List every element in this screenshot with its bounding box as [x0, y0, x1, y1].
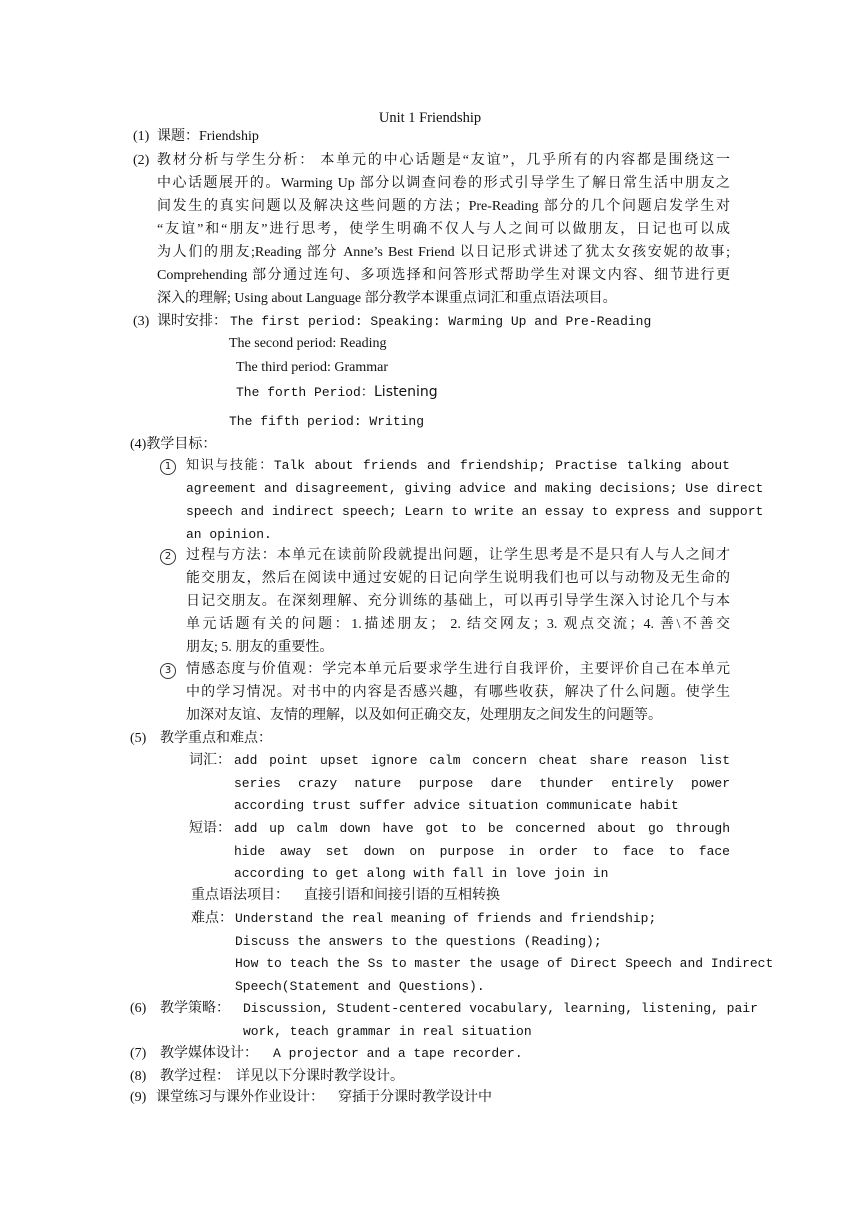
item-2-marker: 2 [160, 549, 176, 565]
section-3-number: (3) [133, 314, 150, 329]
section-2-line: Comprehending 部分通过连句、多项选择和问答形式帮助学生对课文内容、细节进行更 [157, 268, 730, 283]
section-7-number: (7) [130, 1046, 147, 1061]
section-9-number: (9) [130, 1090, 147, 1105]
vocab-line: according trust suffer advice situation communicate habit [234, 798, 679, 813]
vocab-line: series crazy nature purpose dare thunder entirely power [234, 776, 730, 791]
section-2-line: 深入的理解; Using about Language 部分教学本课重点词汇和重点语法项目。 [157, 291, 617, 306]
phrase-label: 短语： [189, 821, 231, 836]
section-8-text: 详见以下分课时教学设计。 [236, 1069, 404, 1084]
section-9-label: 课堂练习与课外作业设计： [156, 1090, 324, 1105]
item-3-line: 情感态度与价值观：学完本单元后要求学生进行自我评价，主要评价自己在本单元 [186, 662, 730, 677]
item-3-line: 加深对友谊、友情的理解，以及如何正确交友，处理朋友之间发生的问题等。 [186, 708, 662, 723]
item-1-line: an opinion. [186, 527, 272, 542]
item-1-line: speech and indirect speech; Learn to write an essay to express and support [186, 504, 764, 519]
document-title: Unit 1 Friendship [378, 110, 482, 126]
item-1-line: agreement and disagreement, giving advice and making decisions; Use direct [186, 481, 764, 496]
section-5-number: (5) [130, 731, 147, 746]
section-6-number: (6) [130, 1001, 147, 1016]
section-1-number: (1) [133, 129, 150, 144]
item-1-marker: 1 [160, 459, 176, 475]
section-6-label: 教学策略： [160, 1001, 230, 1016]
period-2: The second period: Reading [229, 336, 387, 351]
item-3-line: 中的学习情况。对书中的内容是否感兴趣，有哪些收获，解决了什么问题。使学生 [186, 685, 730, 700]
section-7-label: 教学媒体设计： [160, 1046, 258, 1061]
item-2-line: 日记交朋友。在深刻理解、充分训练的基础上，可以再引导学生深入讨论几个与本 [186, 594, 730, 609]
difficulty-line: Speech(Statement and Questions). [235, 979, 485, 994]
grammar-label: 重点语法项目： [191, 888, 289, 903]
section-3-label: 课时安排： [157, 314, 227, 329]
section-9-text: 穿插于分课时教学设计中 [338, 1090, 492, 1105]
difficulty-line: Understand the real meaning of friends and friendship; [235, 911, 657, 926]
section-7-text: A projector and a tape recorder. [273, 1046, 523, 1061]
period-4-label: The forth Period： [236, 385, 374, 400]
section-5-label: 教学重点和难点： [160, 731, 272, 746]
section-4-heading: (4)教学目标： [130, 437, 217, 452]
grammar-text: 直接引语和间接引语的互相转换 [304, 888, 500, 903]
period-1: The first period: Speaking: Warming Up and Pre-Reading [230, 314, 652, 329]
section-2-line: 教材分析与学生分析： 本单元的中心话题是“友谊”，几乎所有的内容都是围绕这一 [157, 153, 730, 168]
section-6-line: work, teach grammar in real situation [243, 1024, 532, 1039]
period-4-value: Listening [374, 384, 438, 400]
phrase-line: add up calm down have got to be concerned about go through [234, 821, 730, 836]
period-5: The fifth period: Writing [229, 414, 425, 429]
phrase-line: hide away set down on purpose in order to face to face [234, 844, 730, 859]
section-2-line: “友谊”和“朋友”进行思考，使学生明确不仅人与人之间可以做朋友，日记也可以成 [157, 222, 730, 237]
difficulty-line: Discuss the answers to the questions (Reading); [235, 934, 602, 949]
section-1-text: 课题：Friendship [157, 129, 259, 144]
phrase-line: according to get along with fall in love join in [234, 866, 609, 881]
section-2-number: (2) [133, 153, 150, 168]
item-2-line: 朋友; 5. 朋友的重要性。 [186, 640, 334, 655]
section-8-number: (8) [130, 1069, 147, 1084]
item-2-line: 过程与方法：本单元在读前阶段就提出问题，让学生思考是不是只有人与人之间才 [186, 548, 730, 563]
section-2-line: 间发生的真实问题以及解决这些问题的方法；Pre-Reading 部分的几个问题启发学生对 [157, 199, 730, 214]
item-3-marker: 3 [160, 663, 176, 679]
section-2-line: 为人们的朋友;Reading 部分 Anne’s Best Friend 以日记形式讲述了犹太女孩安妮的故事; [157, 245, 730, 260]
section-2-line: 中心话题展开的。Warming Up 部分以调查问卷的形式引导学生了解日常生活中朋友之 [157, 176, 730, 191]
item-1-line: 知识与技能：Talk about friends and friendship; Practise talking about [186, 458, 730, 473]
vocab-label: 词汇： [189, 753, 231, 768]
section-6-line: Discussion, Student-centered vocabulary, learning, listening, pair [243, 1001, 758, 1016]
period-3: The third period: Grammar [236, 360, 389, 375]
difficulty-label: 难点： [191, 911, 233, 926]
vocab-line: add point upset ignore calm concern cheat share reason list [234, 753, 730, 768]
item-2-line: 单元话题有关的问题：1.描述朋友； 2. 结交网友；3. 观点交流；4. 善\不善交 [186, 617, 730, 632]
difficulty-line: How to teach the Ss to master the usage of Direct Speech and Indirect [235, 956, 774, 971]
item-2-line: 能交朋友，然后在阅读中通过安妮的日记向学生说明我们也可以与动物及无生命的 [186, 571, 730, 586]
section-8-label: 教学过程： [160, 1069, 230, 1084]
